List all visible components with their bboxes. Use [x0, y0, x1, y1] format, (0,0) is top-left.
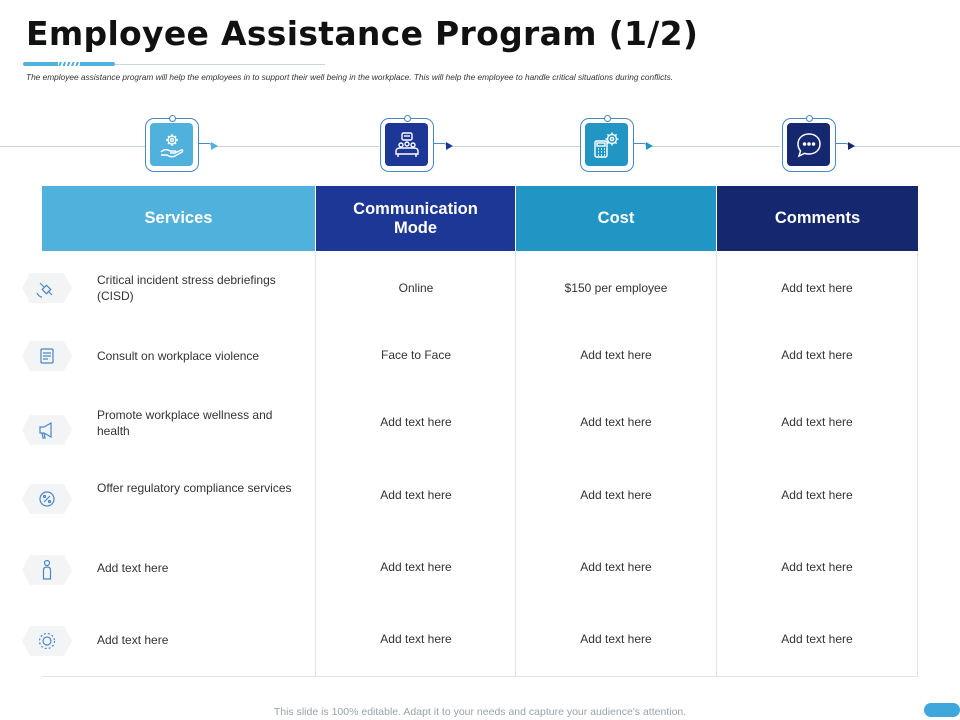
- percent-icon: [20, 482, 74, 516]
- timeline-line: [652, 146, 780, 147]
- arrow-right-icon: [211, 142, 218, 150]
- connector-dot: [404, 115, 411, 122]
- services-icon-box: [145, 118, 199, 172]
- page-subtitle: The employee assistance program will help the employees in to support their well being in the workplace. This will help the employee to handle critical situations during conflicts.: [26, 72, 674, 82]
- timeline-line: [452, 146, 580, 147]
- cost-icon-box: [580, 118, 634, 172]
- comments-cell: Add text here: [781, 415, 853, 429]
- title-divider: [115, 64, 325, 65]
- arrow-right-icon: [646, 142, 653, 150]
- mode-cell: Add text here: [380, 632, 452, 646]
- connector-dot: [604, 115, 611, 122]
- service-name: Critical incident stress debriefings (CISD): [97, 273, 276, 303]
- header-services: Services: [42, 186, 315, 251]
- cost-cell: Add text here: [580, 632, 652, 646]
- cost-cell: Add text here: [580, 348, 652, 362]
- comments-cell: Add text here: [781, 560, 853, 574]
- comments-cell: Add text here: [781, 281, 853, 295]
- hand-gear-icon: [150, 123, 193, 166]
- comments-cell: Add text here: [781, 348, 853, 362]
- meeting-icon: [385, 123, 428, 166]
- header-cost: Cost: [516, 186, 716, 251]
- page-indicator-pill: [924, 703, 960, 717]
- mode-cell: Add text here: [380, 488, 452, 502]
- timeline-line: [216, 146, 379, 147]
- footer-note: This slide is 100% editable. Adapt it to your needs and capture your audience's attention.: [273, 706, 687, 718]
- arrow-right-icon: [848, 142, 855, 150]
- service-name: Add text here: [97, 561, 169, 575]
- comments-cell: Add text here: [781, 488, 853, 502]
- cost-cell: Add text here: [580, 488, 652, 502]
- timeline-line: [852, 146, 960, 147]
- mode-cell: Face to Face: [380, 348, 452, 362]
- service-name: Consult on workplace violence: [97, 349, 260, 363]
- service-name: Offer regulatory compliance services: [97, 481, 292, 495]
- person-icon: [20, 553, 74, 587]
- table-bottom-border: [42, 676, 918, 677]
- mode-cell: Add text here: [380, 560, 452, 574]
- sun-icon: [20, 624, 74, 658]
- comments-cell: Add text here: [781, 632, 853, 646]
- calculator-gear-icon: [585, 123, 628, 166]
- column-divider: [515, 251, 516, 676]
- page-title: Employee Assistance Program (1/2): [26, 14, 699, 53]
- timeline-line: [0, 146, 145, 147]
- megaphone-icon: [20, 413, 74, 447]
- mode-cell: Add text here: [380, 415, 452, 429]
- service-name: Promote workplace wellness and health: [97, 408, 273, 438]
- arrow-right-icon: [446, 142, 453, 150]
- column-divider: [315, 251, 316, 676]
- title-accent-ticks: [58, 61, 80, 67]
- comments-icon-box: [782, 118, 836, 172]
- connector-dot: [169, 115, 176, 122]
- header-comments: Comments: [717, 186, 918, 251]
- column-divider: [716, 251, 717, 676]
- mode-cell: Online: [398, 281, 434, 295]
- connector-dot: [806, 115, 813, 122]
- document-icon: [20, 339, 74, 373]
- cost-cell: $150 per employee: [564, 281, 668, 295]
- chat-bubble-icon: [787, 123, 830, 166]
- communication-icon-box: [380, 118, 434, 172]
- cost-cell: Add text here: [580, 415, 652, 429]
- service-name: Add text here: [97, 633, 169, 647]
- satellite-icon: [20, 271, 74, 305]
- table-right-border: [917, 251, 918, 676]
- cost-cell: Add text here: [580, 560, 652, 574]
- header-communication-mode: Communication Mode: [316, 186, 515, 251]
